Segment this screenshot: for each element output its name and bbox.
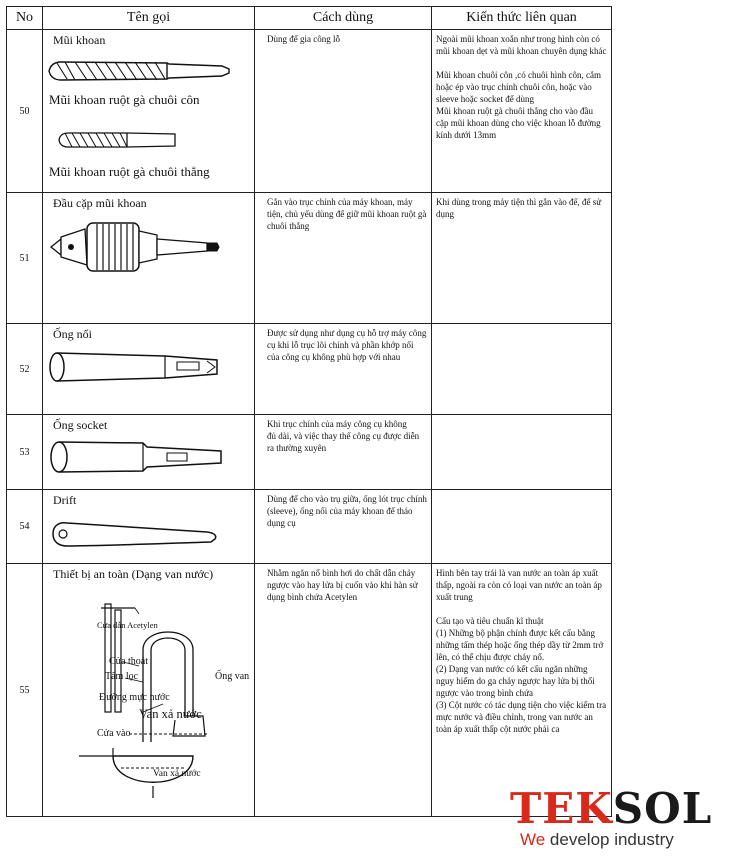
tool-name: Thiết bị an toàn (Dạng van nước) <box>53 567 214 581</box>
sleeve-image <box>47 350 227 384</box>
row-number: 50 <box>7 30 43 193</box>
tool-name: Drift <box>53 493 77 507</box>
row-number: 53 <box>7 415 43 490</box>
table-row <box>7 564 612 817</box>
water-seal-diagram <box>43 586 253 812</box>
label-tube: Ống van <box>215 671 250 682</box>
knowledge-text: Khi dùng trong máy tiện thì gắn vào đế, để sử dụng <box>436 197 602 219</box>
row-number: 55 <box>7 564 43 817</box>
table-row <box>7 30 612 193</box>
label-drain-small: Van xả nước <box>153 769 201 779</box>
usage-text: Được sử dụng như dụng cụ hỗ trợ máy công cụ khi lỗ trục lõi chính và phần khớp nối của công cụ không phù hợp với nhau <box>267 328 427 362</box>
usage-text: Nhằm ngăn nổ bình hơi do chất dẫn chảy ngược vào hay lửa bị cuốn vào khi hàn sử dụng bình chứa Acetylen <box>267 568 418 602</box>
knowledge-cell <box>432 490 612 564</box>
tool-name: Ống socket <box>53 418 108 432</box>
usage-cell <box>255 324 432 415</box>
header-name: Tên gọi <box>43 7 255 30</box>
straight-shank-drill-image <box>57 128 177 152</box>
tool-name: Đầu cặp mũi khoan <box>53 196 147 210</box>
name-cell <box>43 30 255 193</box>
usage-text: Dùng để gia công lỗ <box>267 34 340 44</box>
usage-cell <box>255 193 432 324</box>
tools-table <box>6 6 612 817</box>
header-no: No <box>7 7 43 30</box>
table-row <box>7 193 612 324</box>
drift-image <box>47 514 227 554</box>
logo-slogan: We develop industry <box>520 830 674 849</box>
usage-text: Gắn vào trục chính của máy khoan, máy tiện, chủ yếu dùng để giữ mũi khoan ruột gà chuôi thẳng <box>267 197 427 231</box>
label-drain-large: Van xả nước <box>139 707 202 721</box>
table-row <box>7 490 612 564</box>
teksol-logo <box>510 786 726 856</box>
label-filter: Tấm lọc <box>105 671 139 682</box>
table-row <box>7 324 612 415</box>
label-inlet: Cửa vào <box>97 728 131 739</box>
knowledge-text <box>432 490 611 493</box>
knowledge-cell <box>432 324 612 415</box>
header-knowledge: Kiến thức liên quan <box>432 7 612 30</box>
straight-shank-label: Mũi khoan ruột gà chuôi thẳng <box>49 164 210 179</box>
usage-cell <box>255 490 432 564</box>
header-row <box>7 7 612 30</box>
knowledge-cell <box>432 415 612 490</box>
usage-cell <box>255 415 432 490</box>
label-acetylen-outlet: Cửa dẫn Acetylen <box>97 620 158 630</box>
name-cell <box>43 324 255 415</box>
tool-name: Ống nối <box>53 327 92 341</box>
knowledge-text: Ngoài mũi khoan xoắn như trong hình còn có mũi khoan dẹt và mũi khoan chuyên dụng khác Mũi khoan chuôi côn ,có chuôi hình côn, cắm hoặc ép vào trục chính chuôi côn, hoặc vào sleeve hoặc socket để dùng Mũi khoan ruột gà chuôi thẳng cho vào đầu cặp mũi khoan dùng cho việc khoan lỗ đường kính dưới 13mm <box>436 34 607 140</box>
usage-text: Dùng để cho vào trụ giữa, ống lót trục chính (sleeve), ống nối của máy khoan để tháo dụng cụ <box>267 494 427 528</box>
socket-image <box>47 439 227 475</box>
name-cell <box>43 490 255 564</box>
row-number: 51 <box>7 193 43 324</box>
drill-chuck-image <box>47 217 227 277</box>
usage-cell <box>255 30 432 193</box>
knowledge-cell <box>432 193 612 324</box>
logo-wordmark: TEKSOL <box>510 784 713 833</box>
knowledge-text <box>432 324 611 327</box>
taper-shank-drill-image <box>47 56 237 86</box>
header-usage: Cách dùng <box>255 7 432 30</box>
table-row <box>7 415 612 490</box>
knowledge-cell <box>432 564 612 817</box>
knowledge-text: Hình bên tay trái là van nước an toàn áp xuất thấp, ngoài ra còn có loại van nước an toàn áp xuất trung Cấu tạo và tiêu chuẩn kĩ thuật (1) Những bộ phận chính được kết cấu bằng những tấm thép hoặc ống thép dầy từ 2mm trở lên, có thể chịu được cháy nổ. (2) Dạng van nước có kết cấu ngăn những nguy hiểm do ga chảy ngược hay lửa bị thổi ngược vào trong bình chứa (3) Cột nước có tác dụng tiện cho việc kiểm tra mực nước và điều chỉnh, trong van nước an toàn áp xuất thấp cột nước phải ca <box>436 568 607 734</box>
label-escape: Cửa thoát <box>109 656 149 667</box>
name-cell <box>43 564 255 817</box>
row-number: 52 <box>7 324 43 415</box>
taper-shank-label: Mũi khoan ruột gà chuôi côn <box>49 92 200 107</box>
knowledge-text <box>432 415 611 418</box>
usage-cell <box>255 564 432 817</box>
tool-name: Mũi khoan <box>53 33 106 47</box>
name-cell <box>43 193 255 324</box>
label-water-line: Đường mực nước <box>99 692 170 703</box>
knowledge-cell <box>432 30 612 193</box>
name-cell <box>43 415 255 490</box>
usage-text: Khi trục chính của máy công cụ không đủ dài, và việc thay thế công cụ được diễn ra thường xuyên <box>267 419 420 453</box>
row-number: 54 <box>7 490 43 564</box>
